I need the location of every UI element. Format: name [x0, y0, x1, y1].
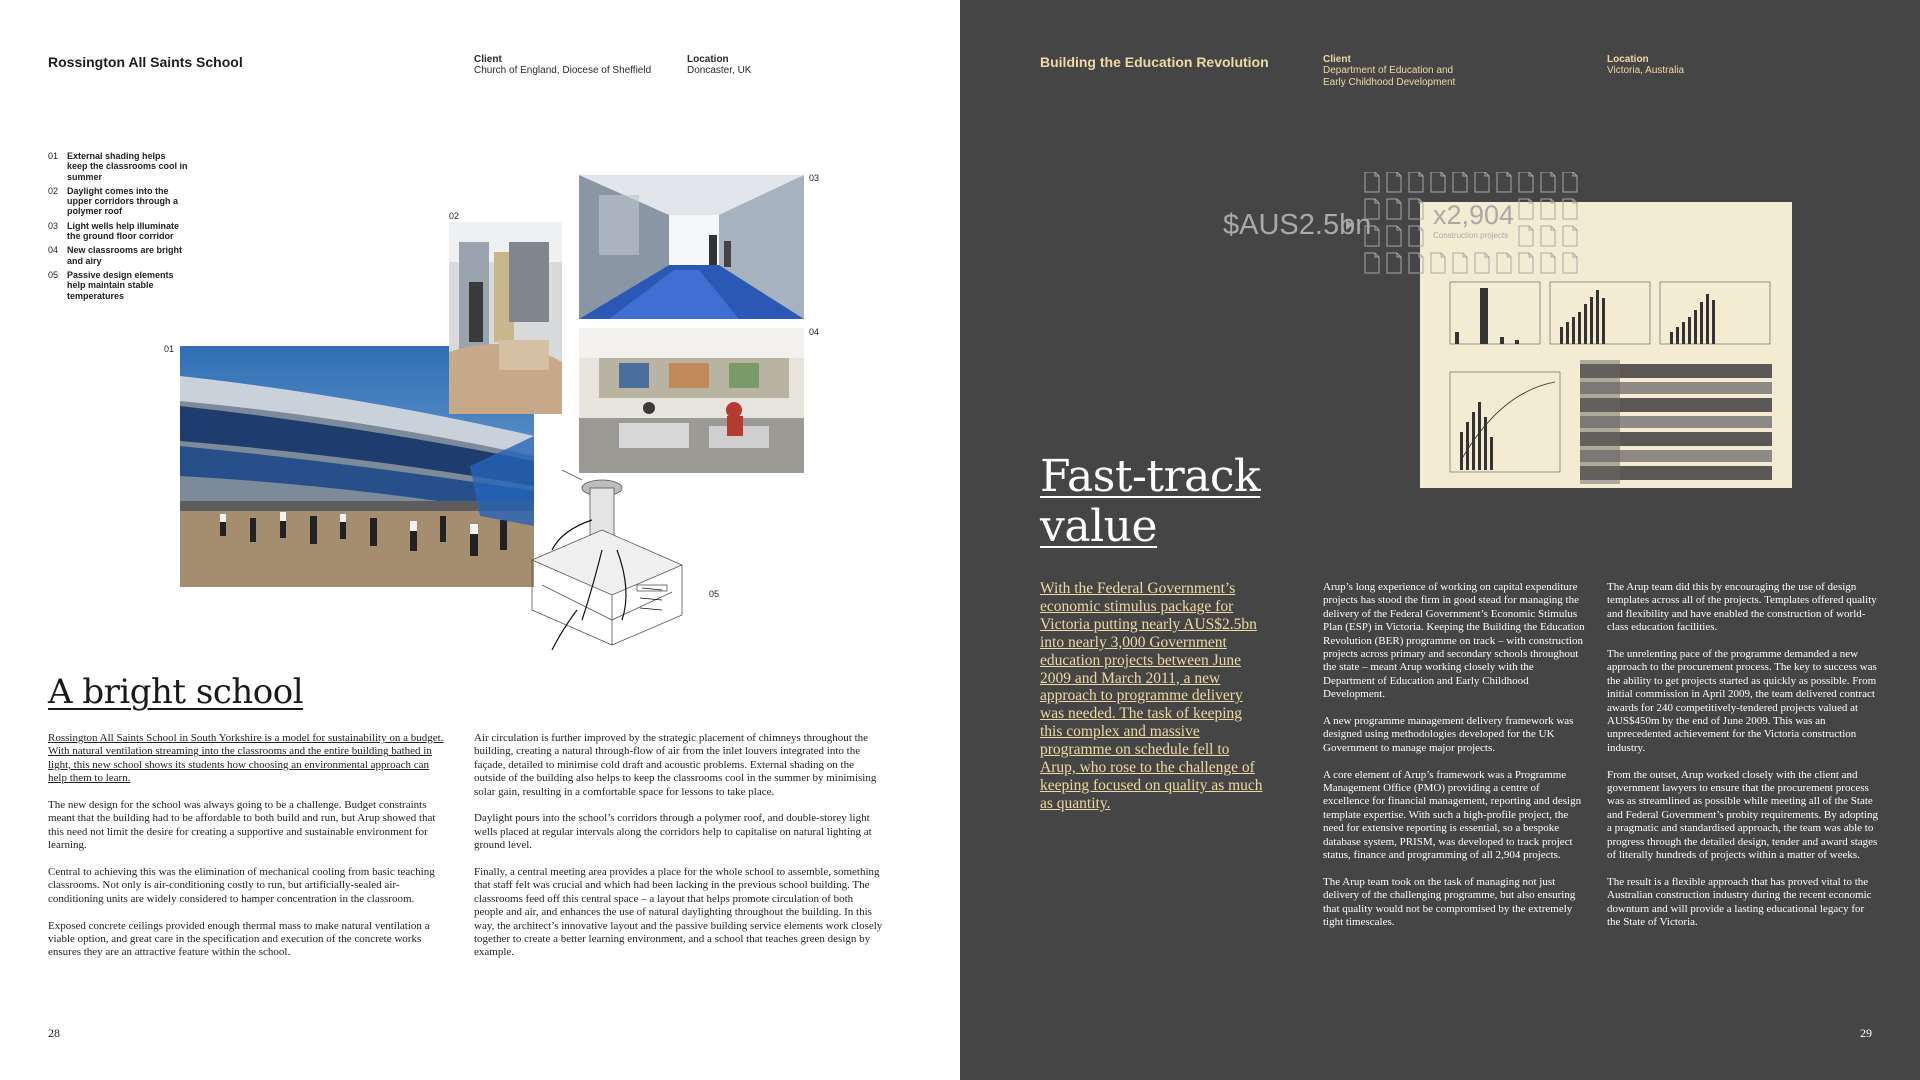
body-paragraph: Finally, a central meeting area provides a place for the whole school to assemble, something that staff felt was crucial and which had been lacking in the previous school building. The classrooms feed off this central space – a layout that helps promote circulation of both people and air, and enhances the use of natural daylighting throughout the building. In this way, the architect’s innovative layout and the passive building service elements work closely together to create a better learning environment, and a school that teaches green design by example. — [474, 866, 883, 959]
left-body-column-1 — [48, 732, 448, 973]
right-location-label: Location — [1607, 54, 1649, 65]
funding-infographic — [1200, 172, 1800, 492]
body-paragraph: The result is a flexible approach that has proved vital to the Australian construction industry during the recent economic downturn and will provide a lasting educational legacy for the State of Victoria. — [1607, 875, 1872, 929]
ground-corridor-photo — [579, 175, 804, 319]
caption-number: 03 — [48, 220, 59, 231]
photo-05-label: 05 — [709, 589, 720, 599]
left-client-value: Church of England, Diocese of Sheffield — [474, 65, 652, 76]
right-location-value: Victoria, Australia — [1607, 65, 1685, 76]
caption-item — [48, 221, 188, 242]
photo-03-label: 03 — [809, 173, 820, 183]
caption-text: Daylight comes into the upper corridors through a polymer roof — [67, 185, 179, 217]
body-paragraph: The Arup team took on the task of managing not just delivery of the challenging programme, but also ensuring that quality would not be compromised by the extremely tight timescales. — [1323, 875, 1576, 929]
left-page-number: 28 — [48, 1026, 60, 1040]
project-count: x2,904 — [1433, 200, 1515, 230]
upper-corridor-photo — [449, 222, 562, 414]
body-paragraph: Exposed concrete ceilings provided enough thermal mass to make natural ventilation a viable option, and great care in the specification and execution of the concrete works ensures they are an attractive feature within the school. — [48, 919, 430, 959]
left-body-column-2 — [474, 732, 884, 973]
right-client-block — [1323, 54, 1455, 89]
photo-02-label: 02 — [449, 211, 460, 221]
left-client-block — [474, 54, 651, 77]
body-paragraph: From the outset, Arup worked closely with the client and government lawyers to ensure that the procurement process was as streamlined as possible while meeting all of the State and Federal Government’s probity requirements. By adopting a pragmatic and standardised approach, the team was able to progress through the detailed design, tender and award stages of literally hundreds of projects within a matter of weeks. — [1607, 768, 1878, 862]
right-page — [960, 0, 1920, 1080]
right-body-column-3 — [1607, 581, 1879, 943]
right-section-heading: Fast-track value — [1040, 451, 1261, 552]
left-intro-paragraph: Rossington All Saints School in South Yorkshire is a model for sustainability on a budget. With natural ventilation streaming into the classrooms and the entire building bathed in light, this new school shows its students how choosing an environmental approach can help them to learn. — [48, 732, 444, 785]
caption-text: Light wells help illuminate the ground floor corridor — [67, 220, 180, 242]
caption-number: 05 — [48, 269, 59, 280]
caption-number: 04 — [48, 245, 59, 256]
caption-item — [48, 151, 188, 182]
left-section-heading: A bright school — [48, 672, 304, 712]
funding-infographic-drawing — [1200, 172, 1800, 492]
project-count-caption: Construction projects — [1433, 231, 1509, 240]
caption-item — [48, 245, 188, 266]
right-location-block — [1607, 54, 1684, 77]
photo-01-label: 01 — [164, 344, 175, 354]
left-client-label: Client — [474, 54, 502, 65]
body-paragraph: The unrelenting pace of the programme demanded a new approach to the procurement process. The key to success was the ability to get projects started as quickly as possible. From initial commission in April 2009, the team delivered contract awards for 240 competitively-tendered projects valued at AUS$450m by the end of June 2009. This was an unprecedented achievement for the Victoria construction industry. — [1607, 648, 1877, 754]
caption-text: External shading helps keep the classrooms cool in summer — [67, 151, 188, 182]
right-client-label: Client — [1323, 54, 1351, 65]
photo-04-label: 04 — [809, 327, 820, 337]
caption-number: 01 — [48, 151, 59, 161]
photo-captions-list — [48, 151, 188, 305]
body-paragraph: A core element of Arup’s framework was a Programme Management Office (PMO) providing a centre of excellence for financial management, reporting and design template expertise. With such a high-profile project, the need for extensive reporting is essential, so a bespoke database system, PRISM, was developed to track project status, finance and programming of all 2,904 projects. — [1323, 768, 1582, 862]
body-paragraph: Air circulation is further improved by the strategic placement of chimneys throughout the building, creating a natural through-flow of air from the inlet louvers integrated into the façade, detailed to minimise cold draft and acoustic problems. External shading on the outside of the building also helps to keep the classrooms cool in the summer by minimising solar gain, resulting in a comfortable space for lessons to take place. — [474, 732, 877, 798]
left-page-title: Rossington All Saints School — [48, 54, 243, 70]
left-location-block — [687, 54, 751, 77]
classroom-image — [579, 328, 804, 473]
body-paragraph: The new design for the school was always going to be a challenge. Budget constraints meant that the building had to be affordable to both build and run, but Arup showed that this need not limit the desire for creating a supportive and sustainable environment for learning. — [48, 799, 436, 852]
body-paragraph: A new programme management delivery framework was designed using methodologies developed for the UK Government to manage major projects. — [1323, 715, 1574, 754]
body-paragraph: The Arup team did this by encouraging the use of design templates across all of the projects. Templates offered quality and flexibility and have enabled the construction of world-class education facilities. — [1607, 581, 1877, 634]
right-client-value-line-2: Early Childhood Development — [1323, 77, 1456, 88]
left-location-label: Location — [687, 54, 729, 65]
caption-number: 02 — [48, 185, 59, 196]
right-body-column-2 — [1323, 581, 1585, 943]
funding-amount: $AUS2.5bn — [1223, 209, 1372, 241]
left-location-value: Doncaster, UK — [687, 65, 752, 76]
upper-corridor-image — [449, 222, 562, 414]
classroom-photo — [579, 328, 804, 473]
right-page-title: Building the Education Revolution — [1040, 54, 1269, 70]
ventilation-diagram — [522, 470, 692, 670]
ventilation-diagram-drawing — [522, 470, 692, 670]
right-page-number: 29 — [1860, 1026, 1872, 1040]
body-paragraph: Central to achieving this was the elimination of mechanical cooling from basic teaching classrooms. Not only is air-conditioning costly to run, but artificially-sealed air-conditioning units are widely considered to hamper concentration in the classroom. — [48, 866, 435, 905]
caption-item — [48, 270, 188, 301]
body-paragraph: Arup’s long experience of working on capital expenditure projects has stood the firm in good stead for managing the delivery of the Federal Government’s Economic Stimulus Plan (ESP) in Victoria. Keeping the Building the Education Revolution (BER) programme on track – with construction projects across primary and secondary schools throughout the state – meant Arup working closely with the Department of Education and Early Childhood Development. — [1323, 581, 1585, 701]
body-paragraph: Daylight pours into the school’s corridors through a polymer roof, and double-storey light wells placed at regular intervals along the corridors help to capitalise on natural lighting at ground level. — [474, 812, 872, 852]
right-client-value-line-1: Department of Education and — [1323, 65, 1454, 76]
caption-text: New classrooms are bright and airy — [67, 245, 183, 266]
ground-corridor-image — [579, 175, 804, 319]
right-lead-paragraph: With the Federal Government’s economic stimulus package for Victoria putting nearly AUS$2.5bn into nearly 3,000 Government education projects between June 2009 and March 2011, a new approach to programme delivery was needed. The task of keeping this complex and massive programme on schedule fell to Arup, who rose to the challenge of keeping focused on quality as much as quantity. — [1040, 580, 1263, 812]
caption-item — [48, 186, 188, 217]
caption-text: Passive design elements help maintain stable temperatures — [67, 269, 174, 301]
